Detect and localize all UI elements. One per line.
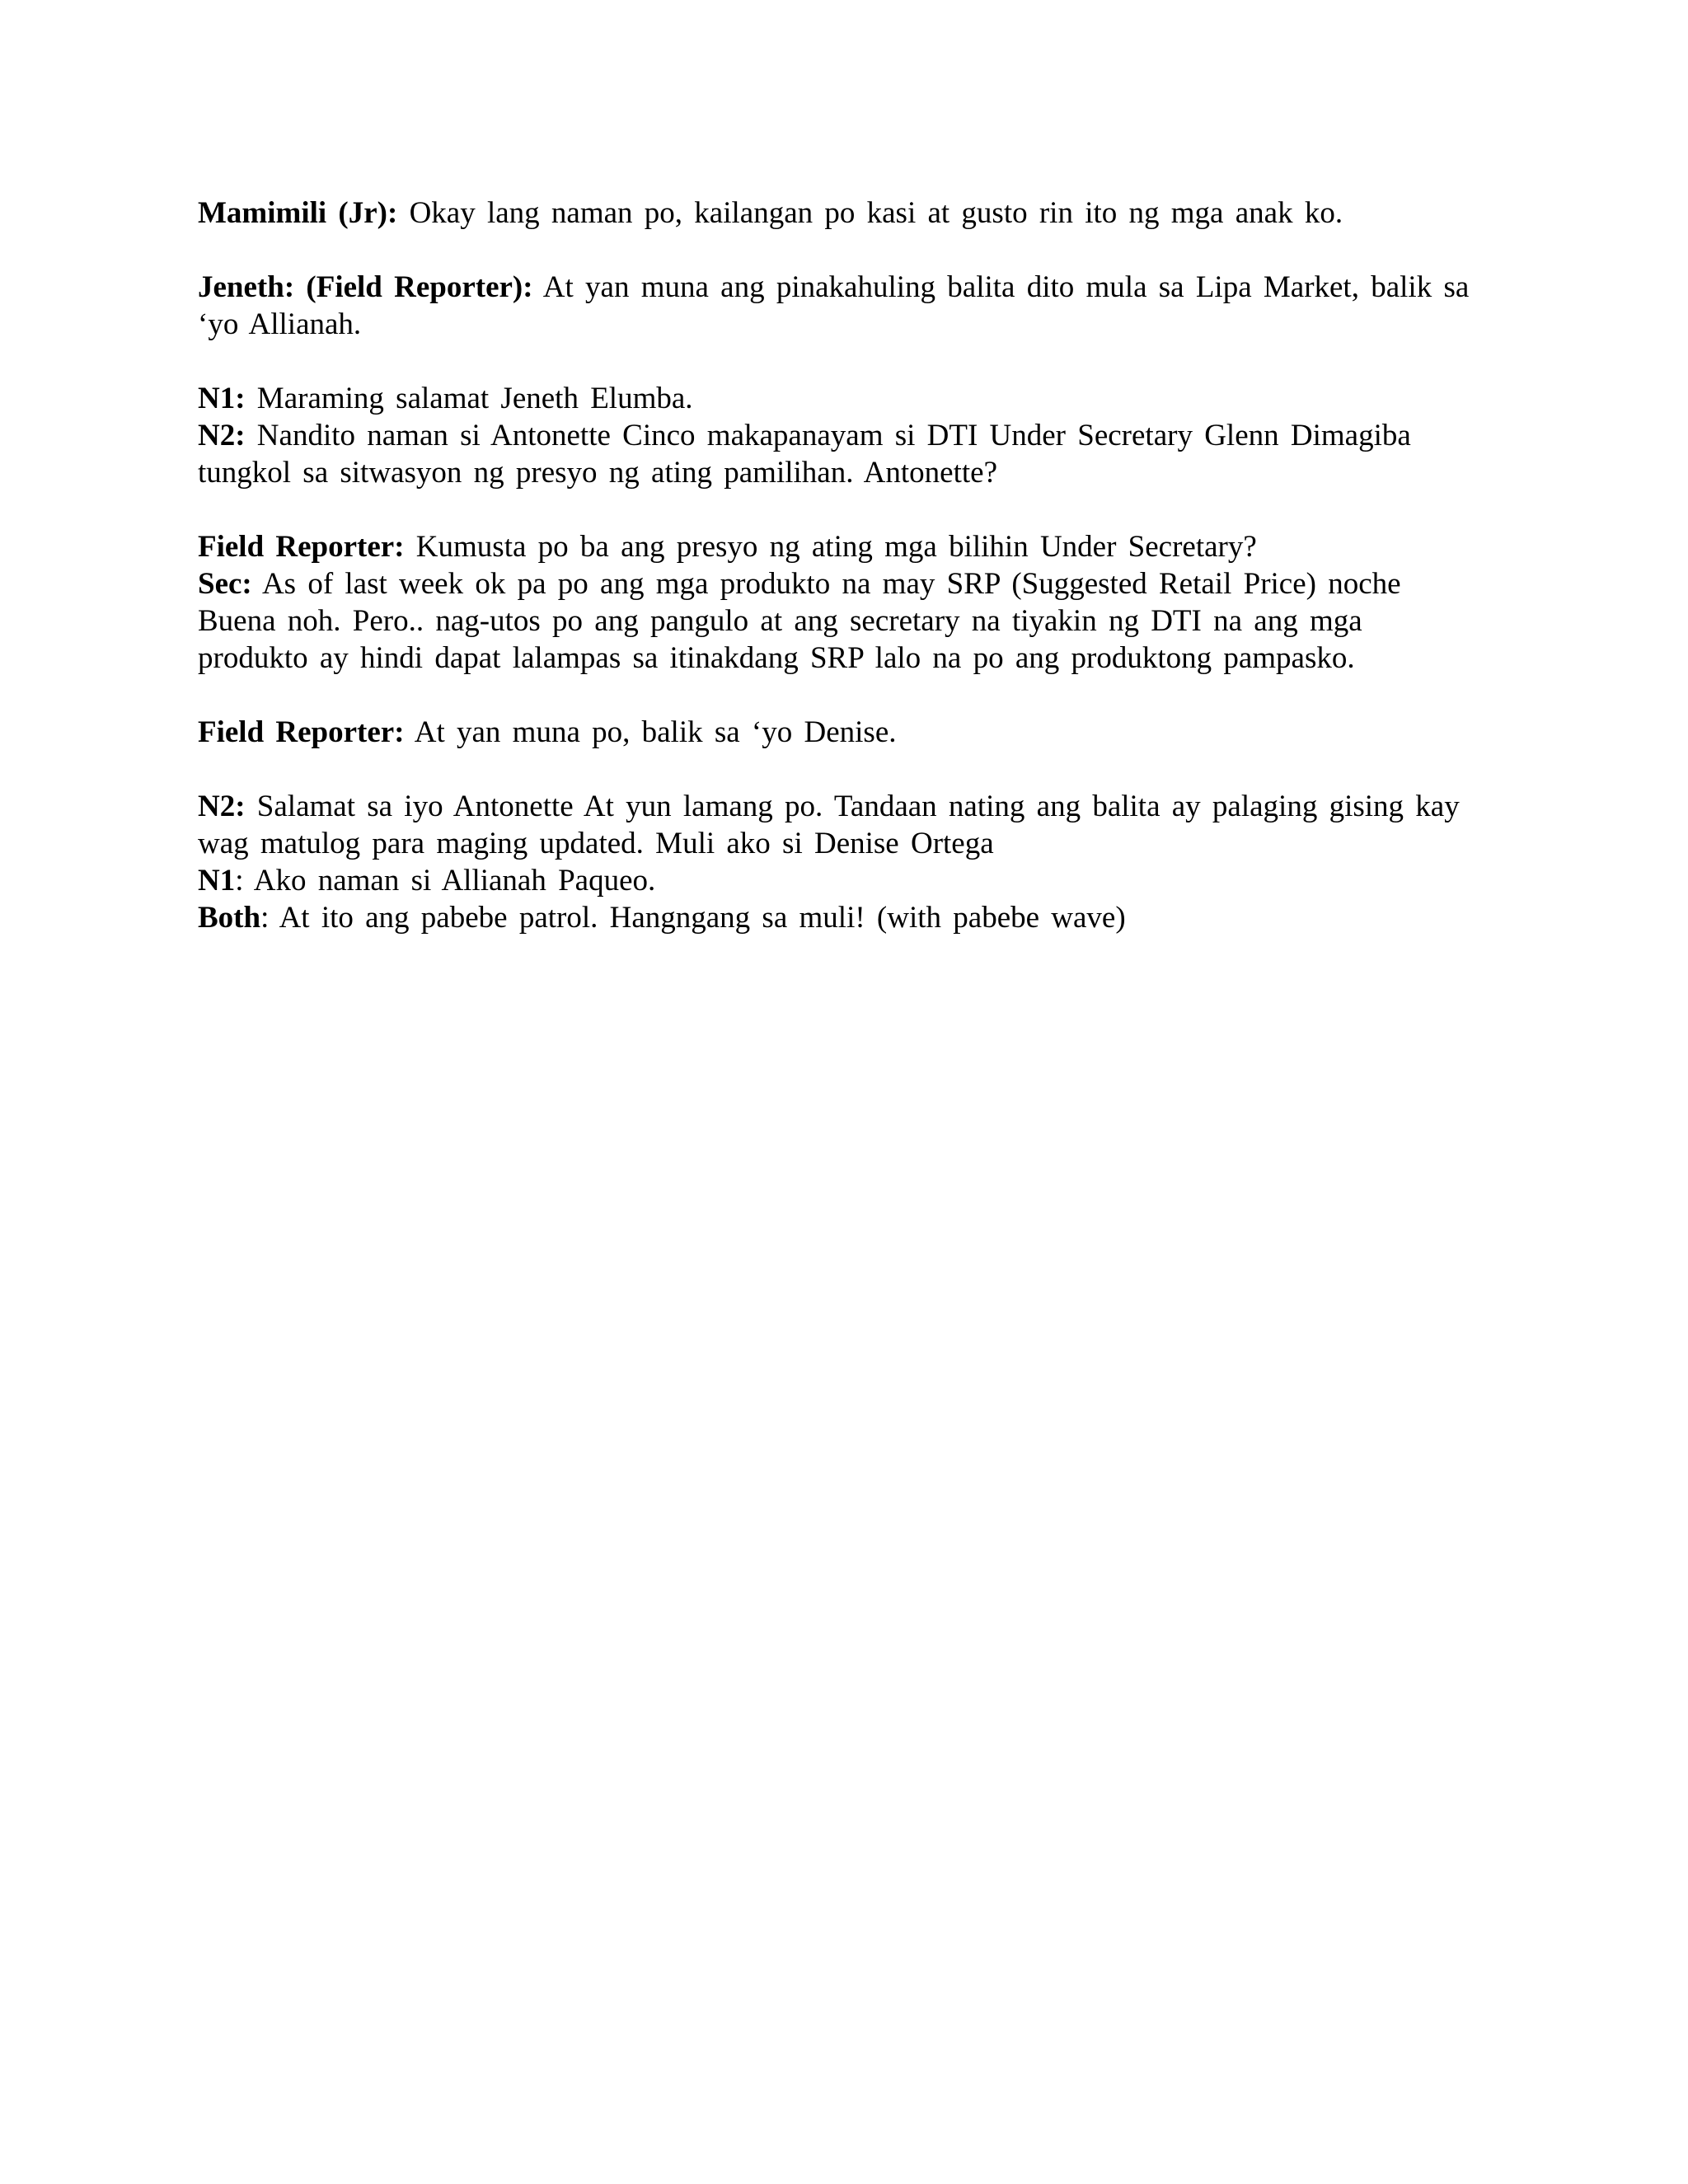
speaker-label: N2: [198,419,246,452]
dialogue-line [198,565,1484,677]
dialogue-text: Nandito naman si Antonette Cinco makapanayam si DTI Under Secretary Glenn Dimagiba tungkol sa sitwasyon ng presyo ng ating pamilihan. Antonette? [198,419,1411,490]
dialogue-block [198,380,1484,491]
dialogue-text: : At ito ang pabebe patrol. Hangngang sa muli! (with pabebe wave) [260,901,1126,935]
speaker-label: Field Reporter: [198,530,405,564]
dialogue-text: Okay lang naman po, kailangan po kasi at gusto rin ito ng mga anak ko. [397,196,1343,230]
speaker-label: N1: [198,382,246,415]
dialogue-text: At yan muna ang pinakahuling balita dito mula sa Lipa Market, balik sa ‘yo Allianah. [198,270,1470,341]
dialogue-block [198,714,1484,751]
dialogue-line [198,899,1484,936]
dialogue-line [198,417,1484,491]
dialogue-block [198,788,1484,936]
speaker-label: Sec: [198,567,252,601]
dialogue-line [198,788,1484,862]
dialogue-text: Maraming salamat Jeneth Elumba. [245,382,693,415]
speaker-label: Field Reporter: [198,715,405,749]
dialogue-line [198,269,1484,343]
speaker-label: N1 [198,864,236,898]
dialogue-text: As of last week ok pa po ang mga produkto na may SRP (Suggested Retail Price) noche Buena noh. Pero.. nag-utos po ang pangulo at ang secretary na tiyakin ng DTI na ang mga produkto ay hindi dapat lalampas sa itinakdang SRP lalo na po ang produktong pampasko. [198,567,1401,675]
dialogue-block [198,528,1484,677]
dialogue-line [198,528,1484,565]
dialogue-block [198,269,1484,343]
script-body [198,194,1484,936]
dialogue-block [198,194,1484,232]
dialogue-line [198,380,1484,417]
speaker-label: N2: [198,790,246,823]
dialogue-line [198,194,1484,232]
dialogue-text: Salamat sa iyo Antonette At yun lamang po. Tandaan nating ang balita ay palaging gising kay wag matulog para maging updated. Muli ako si Denise Ortega [198,790,1460,860]
dialogue-text: : Ako naman si Allianah Paqueo. [235,864,656,898]
dialogue-line [198,862,1484,899]
dialogue-line [198,714,1484,751]
dialogue-text: Kumusta po ba ang presyo ng ating mga bilihin Under Secretary? [404,530,1257,564]
speaker-label: Jeneth: (Field Reporter): [198,270,533,304]
speaker-label: Mamimili (Jr): [198,196,398,230]
speaker-label: Both [198,901,261,935]
dialogue-text: At yan muna po, balik sa ‘yo Denise. [404,715,897,749]
